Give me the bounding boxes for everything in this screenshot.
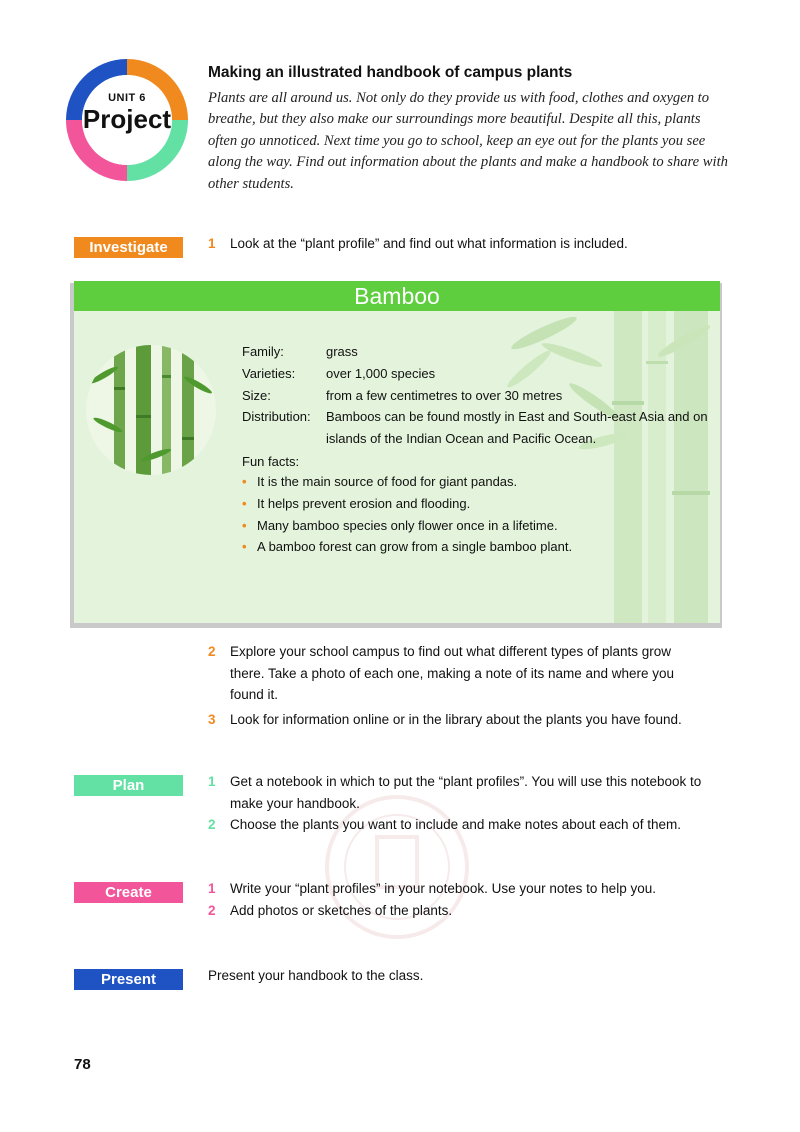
family-label: Family: <box>242 344 284 359</box>
plan-tag: Plan <box>74 775 183 796</box>
page-number: 78 <box>74 1056 91 1073</box>
create-step-1: 1 Write your “plant profiles” in your notebook. Use your notes to help you. <box>208 881 656 896</box>
bullet-icon: • <box>242 517 247 533</box>
varieties-label: Varieties: <box>242 366 296 381</box>
present-tag: Present <box>74 969 183 990</box>
profile-title: Bamboo <box>74 281 720 311</box>
fun-facts-label: Fun facts: <box>242 454 300 469</box>
list-item: • It is the main source of food for giant pandas. <box>242 471 572 493</box>
bullet-icon: • <box>242 539 247 555</box>
distribution-value: Bamboos can be found mostly in East and South-east Asia and on <box>326 409 708 424</box>
bullet-icon: • <box>242 495 247 511</box>
size-value: from a few centimetres to over 30 metres <box>326 388 563 403</box>
distribution-value-continued: islands of the Indian Ocean and Pacific Ocean. <box>326 431 597 446</box>
page-title: Making an illustrated handbook of campus plants <box>208 64 573 81</box>
size-label: Size: <box>242 388 271 403</box>
investigate-step-3: 3 Look for information online or in the library about the plants you have found. <box>208 712 682 727</box>
create-step-2: 2 Add photos or sketches of the plants. <box>208 903 453 918</box>
intro-paragraph: Plants are all around us. Not only do they provide us with food, clothes and oxygen to breathe, but they also make our surroundings more beautiful. Despite all this, plants often go unnoticed. Next time you go to school, keep an eye out for the plants you see along the way. Find out information about the plants and make a handbook to share with other students. <box>208 90 728 192</box>
investigate-step-1: 1 Look at the “plant profile” and find out what information is included. <box>208 236 628 251</box>
plan-step-2: 2 Choose the plants you want to include and make notes about each of them. <box>208 817 682 832</box>
list-item: • It helps prevent erosion and flooding. <box>242 493 572 515</box>
investigate-tag: Investigate <box>74 237 183 258</box>
varieties-value: over 1,000 species <box>326 366 436 381</box>
fun-facts-list <box>242 471 572 558</box>
create-tag: Create <box>74 882 183 903</box>
plant-profile-card <box>74 281 720 623</box>
bamboo-photo <box>86 345 216 475</box>
list-item: • A bamboo forest can grow from a single bamboo plant. <box>242 536 572 558</box>
present-text: Present your handbook to the class. <box>208 968 424 983</box>
family-value: grass <box>326 344 358 359</box>
bullet-icon: • <box>242 474 247 489</box>
section-title: Project <box>82 104 172 134</box>
list-item: • Many bamboo species only flower once in a lifetime. <box>242 515 572 537</box>
plan-step-1: 1 Get a notebook in which to put the “plant profiles”. You will use this notebook to make your handbook. <box>208 774 702 811</box>
unit-label: UNIT 6 <box>108 92 146 104</box>
distribution-label: Distribution: <box>242 409 311 424</box>
investigate-step-2: 2 Explore your school campus to find out what different types of plants grow there. Take a photo of each one, making a note of its name and where you found it. <box>208 644 675 702</box>
